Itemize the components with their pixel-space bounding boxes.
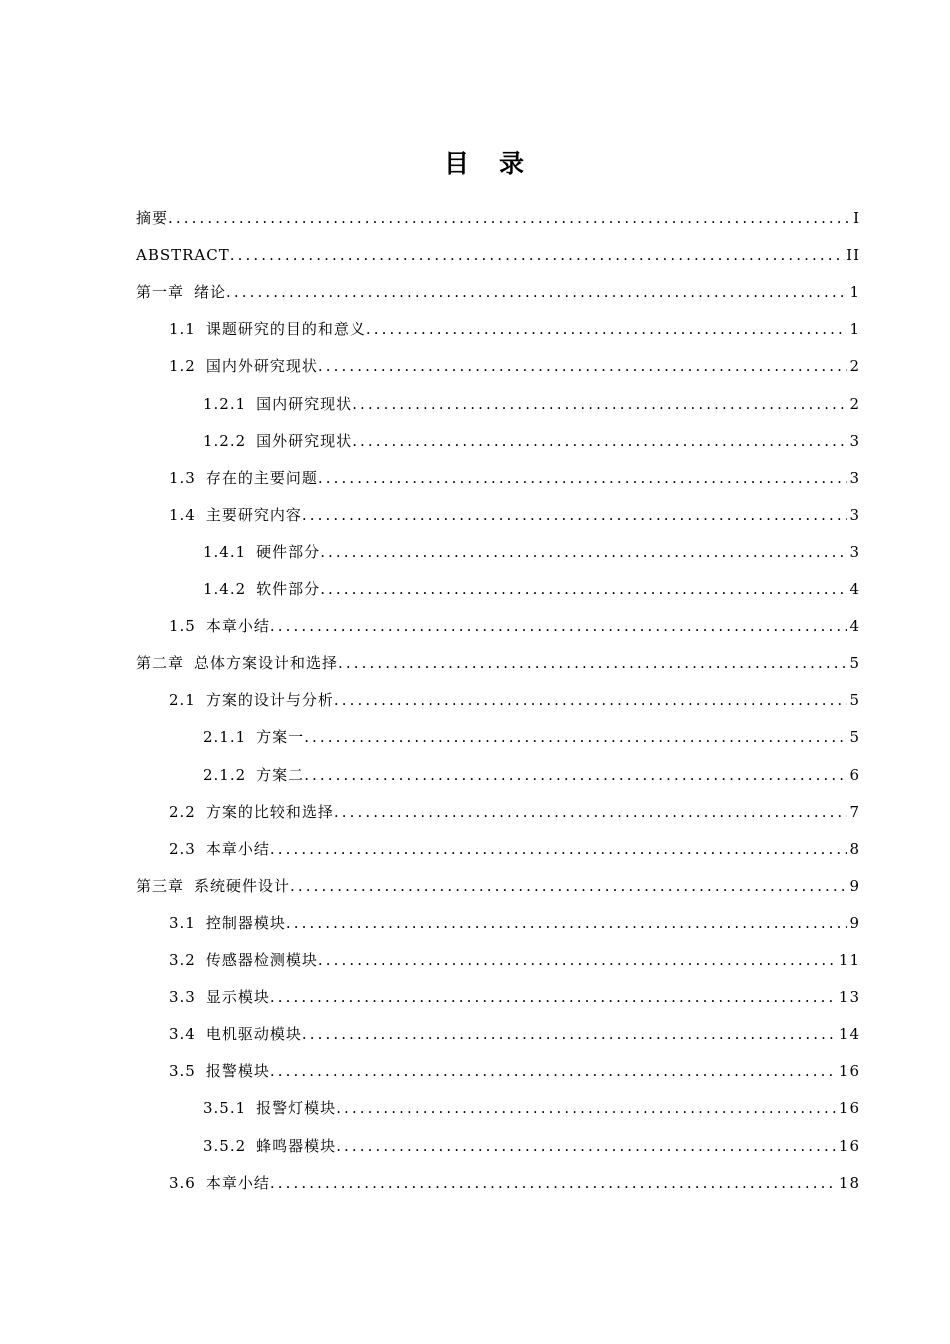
toc-entry[interactable] [169, 311, 860, 348]
toc-dot-leader [334, 794, 848, 831]
toc-entry[interactable] [169, 905, 860, 942]
toc-entry-title: 国外研究现状 [256, 431, 353, 450]
toc-entry-title: 电机驱动模块 [205, 1025, 302, 1044]
toc-entry[interactable] [136, 237, 860, 274]
toc-entry-title: 本章小结 [205, 839, 270, 858]
toc-entry[interactable] [203, 719, 860, 756]
toc-entry-title: 控制器模块 [205, 913, 286, 932]
toc-entry[interactable] [203, 757, 860, 794]
toc-entry-page-number: 4 [849, 580, 860, 598]
toc-entry-number: 1.2 [169, 357, 196, 376]
toc-entry-title: 方案二 [256, 765, 305, 784]
toc-entry-number: 2.1.2 [203, 765, 247, 784]
toc-entry-number: 2.1.1 [203, 728, 247, 747]
toc-dot-leader [320, 571, 847, 608]
toc-entry-number: 3.5.1 [203, 1099, 247, 1118]
toc-entry-title: 本章小结 [205, 617, 270, 636]
toc-entry[interactable] [169, 794, 860, 831]
toc-entry-title: 本章小结 [205, 1173, 270, 1192]
toc-entry[interactable] [169, 348, 860, 385]
toc-entry[interactable] [136, 868, 860, 905]
toc-entry-page-number: 5 [849, 654, 860, 673]
toc-entry-number: 1.4.1 [203, 542, 247, 561]
toc-entry-title: 报警模块 [205, 1062, 270, 1081]
toc-entry-page-number: I [853, 209, 860, 227]
toc-entry-number: 3.3 [169, 988, 196, 1007]
toc-entry[interactable] [169, 1165, 860, 1202]
toc-entry-page-number: 2 [849, 394, 860, 413]
toc-dot-leader [270, 831, 848, 868]
toc-entry-title: 绪论 [194, 283, 227, 302]
toc-entry-page-number: 1 [849, 283, 860, 302]
toc-entry-page-number: 6 [849, 765, 860, 784]
toc-entry-title: 方案的比较和选择 [205, 802, 334, 821]
toc-entry-title: 国内研究现状 [256, 394, 353, 413]
toc-dot-leader [168, 200, 851, 237]
toc-entry-page-number: 14 [838, 1025, 860, 1044]
toc-entry-page-number: 4 [849, 617, 860, 636]
toc-entry-page-number: 9 [849, 876, 860, 895]
toc-entry-page-number: 16 [838, 1136, 860, 1155]
toc-entry[interactable] [203, 1090, 860, 1127]
toc-dot-leader [338, 645, 847, 682]
toc-dot-leader [336, 1128, 837, 1165]
page-title: 目录 [443, 149, 554, 178]
toc-entry-page-number: II [846, 246, 860, 265]
toc-entry[interactable] [203, 571, 860, 608]
toc-entry-page-number: 1 [849, 320, 860, 339]
toc-entry[interactable] [169, 682, 860, 719]
toc-entry-number: 3.5.2 [203, 1136, 247, 1155]
toc-entry-page-number: 13 [838, 988, 860, 1007]
toc-entry-number: 3.1 [169, 913, 196, 932]
toc-entry-page-number: 3 [849, 431, 860, 450]
toc-entry[interactable] [203, 386, 860, 423]
toc-entry[interactable] [203, 1128, 860, 1165]
toc-entry[interactable] [136, 274, 860, 311]
toc-entry-title: 课题研究的目的和意义 [205, 320, 366, 339]
toc-entry-number: 第二章 [136, 654, 185, 673]
toc-dot-leader [302, 1016, 837, 1053]
toc-entry-title: 硬件部分 [256, 542, 321, 561]
toc-entry-number: 1.4.2 [203, 580, 247, 598]
toc-dot-leader [318, 348, 848, 385]
toc-dot-leader [304, 757, 847, 794]
toc-entry-title: 方案的设计与分析 [205, 691, 334, 710]
toc-entry[interactable] [169, 979, 860, 1016]
toc-entry[interactable] [203, 534, 860, 571]
toc-entry-page-number: 3 [849, 505, 860, 524]
toc-entry-number: 1.4 [169, 505, 196, 524]
toc-entry-title: 方案一 [256, 728, 305, 747]
toc-dot-leader [270, 1165, 837, 1202]
toc-entry[interactable] [169, 497, 860, 534]
toc-entry-title: 系统硬件设计 [194, 876, 291, 895]
toc-entry-number: 第一章 [136, 283, 185, 302]
toc-entry-page-number: 16 [838, 1099, 860, 1118]
toc-entry-page-number: 3 [849, 468, 860, 487]
toc-entry-title: 软件部分 [256, 580, 321, 598]
toc-dot-leader [270, 979, 837, 1016]
toc-entry-number: 1.1 [169, 320, 196, 339]
toc-dot-leader [366, 311, 848, 348]
toc-dot-leader [286, 905, 848, 942]
toc-dot-leader [270, 608, 848, 645]
toc-entry-number: 第三章 [136, 876, 185, 895]
toc-dot-leader [334, 682, 848, 719]
toc-entry-title: 国内外研究现状 [205, 357, 318, 376]
toc-dot-leader [320, 534, 847, 571]
toc-entry[interactable] [169, 942, 860, 979]
toc-entry-page-number: 2 [849, 357, 860, 376]
toc-entry-page-number: 7 [849, 802, 860, 821]
toc-entry-number: 2.3 [169, 839, 196, 858]
toc-dot-leader [318, 460, 848, 497]
toc-entry[interactable] [169, 608, 860, 645]
toc-entry-page-number: 8 [849, 839, 860, 858]
toc-entry-number: 3.4 [169, 1025, 196, 1044]
toc-entry-number: 1.2.1 [203, 394, 247, 413]
toc-entry-number: 3.2 [169, 951, 196, 969]
toc-entry-number: 2.2 [169, 802, 196, 821]
toc-entry-number: 1.2.2 [203, 431, 247, 450]
toc-entry-number: 3.5 [169, 1062, 196, 1081]
toc-entry[interactable] [136, 200, 860, 237]
toc-entry-number: 3.6 [169, 1173, 196, 1192]
toc-entry-title: 摘要 [136, 209, 169, 227]
toc-dot-leader [290, 868, 847, 905]
toc-entry[interactable] [203, 423, 860, 460]
toc-entry-page-number: 5 [849, 728, 860, 747]
toc-dot-leader [352, 386, 847, 423]
toc-entry[interactable] [169, 1016, 860, 1053]
toc-entry-title: 报警灯模块 [256, 1099, 337, 1118]
toc-entry[interactable] [136, 645, 860, 682]
toc-entry-page-number: 9 [849, 913, 860, 932]
toc-dot-leader [226, 274, 847, 311]
toc-dot-leader [270, 1053, 837, 1090]
toc-dot-leader [304, 719, 847, 756]
toc-entry-page-number: 3 [849, 542, 860, 561]
toc-entry-title: 主要研究内容 [205, 505, 302, 524]
toc-entry-number: 1.5 [169, 617, 196, 636]
toc-entry[interactable] [169, 1053, 860, 1090]
toc-entry-number: 1.3 [169, 468, 196, 487]
toc-entry-page-number: 11 [838, 951, 860, 969]
toc-dot-leader [352, 423, 847, 460]
toc-dot-leader [302, 497, 848, 534]
toc-entry-title: 总体方案设计和选择 [194, 654, 339, 673]
toc-entry-number: 2.1 [169, 691, 196, 710]
toc-entry-title: 蜂鸣器模块 [256, 1136, 337, 1155]
toc-entry-title: ABSTRACT [136, 246, 230, 265]
toc-entry-title: 传感器检测模块 [205, 951, 318, 969]
toc-entry-title: 存在的主要问题 [205, 468, 318, 487]
toc-entry-page-number: 16 [838, 1062, 860, 1081]
toc-entry-page-number: 5 [849, 691, 860, 710]
toc-dot-leader [336, 1090, 837, 1127]
toc-entry[interactable] [169, 831, 860, 868]
toc-dot-leader [230, 237, 844, 274]
toc-entry-page-number: 18 [838, 1173, 860, 1192]
toc-entry[interactable] [169, 460, 860, 497]
toc-entry-title: 显示模块 [205, 988, 270, 1007]
toc-dot-leader [318, 942, 837, 979]
